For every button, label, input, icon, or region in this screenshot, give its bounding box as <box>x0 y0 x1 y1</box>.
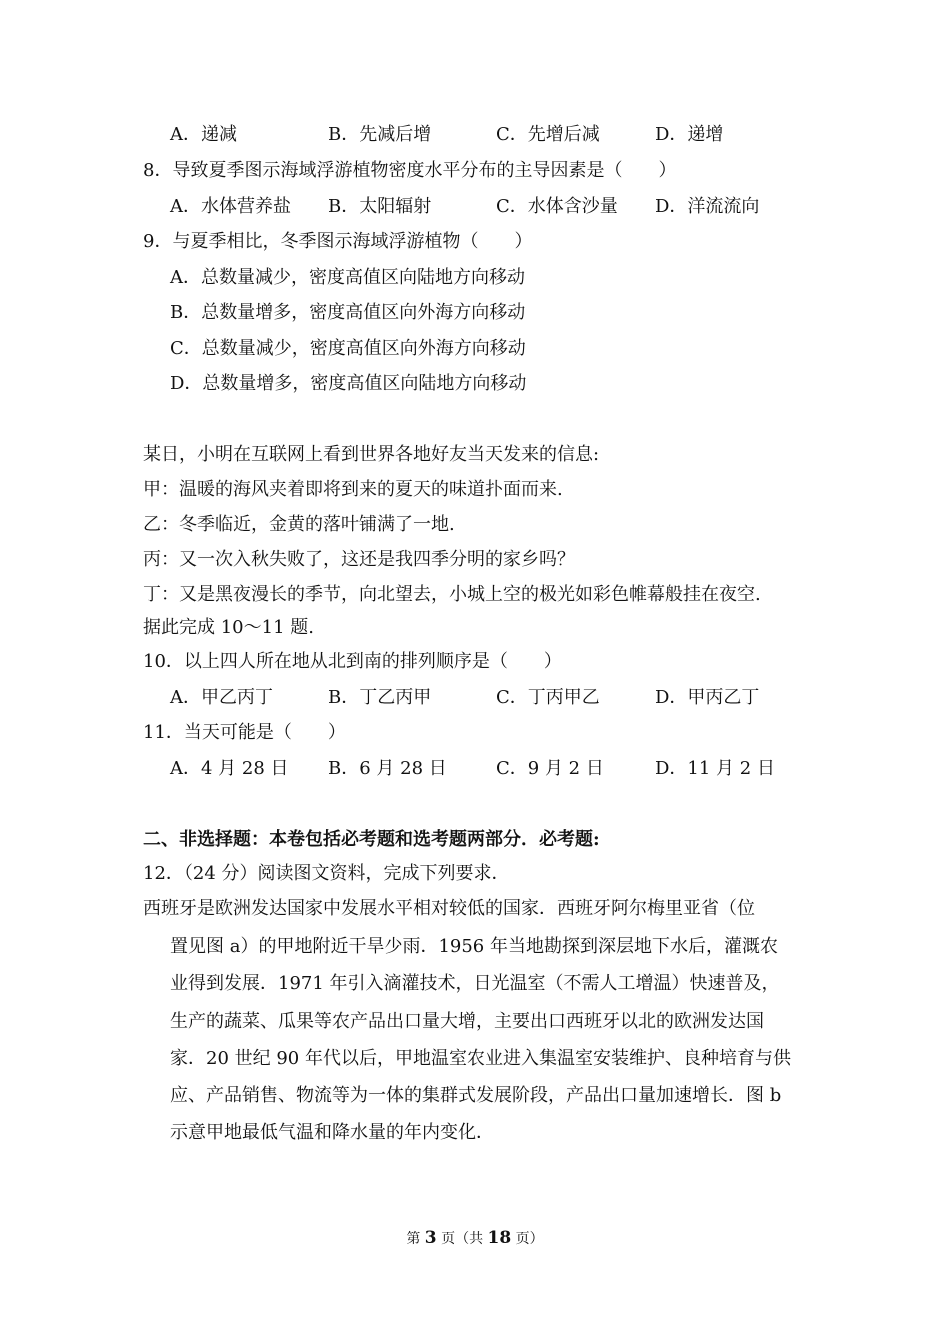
q10-option-a: A．甲乙丙丁 <box>170 687 273 708</box>
q12-stem: 12．（24 分）阅读图文资料，完成下列要求． <box>143 863 510 884</box>
footer-middle: 页（共 <box>441 1231 484 1247</box>
q7-option-b: B．先减后增 <box>328 124 432 145</box>
q11-option-d: D．11 月 2 日 <box>655 758 775 779</box>
section2-heading: 二、非选择题：本卷包括必考题和选考题两部分．必考题: <box>143 829 600 850</box>
q7-option-c: C．先增后减 <box>496 124 600 145</box>
q12-paragraph-line: 西班牙是欧洲发达国家中发展水平相对较低的国家．西班牙阿尔梅里亚省（位 <box>143 898 755 919</box>
q10-option-c: C．丁丙甲乙 <box>496 687 600 708</box>
footer-total-pages: 18 <box>487 1228 512 1248</box>
page-footer <box>0 1227 950 1250</box>
passage-ding: 丁：又是黑夜漫长的季节，向北望去，小城上空的极光如彩色帷幕般挂在夜空. <box>143 584 761 605</box>
q10-option-b: B．丁乙丙甲 <box>328 687 432 708</box>
q11-option-b: B．6 月 28 日 <box>328 758 447 779</box>
q9-option-c: C．总数量减少，密度高值区向外海方向移动 <box>170 338 526 359</box>
footer-page-number: 3 <box>424 1228 437 1248</box>
q8-option-d: D．洋流流向 <box>655 196 760 217</box>
passage-yi: 乙：冬季临近，金黄的落叶铺满了一地. <box>143 514 455 535</box>
passage-jia: 甲：温暖的海风夹着即将到来的夏天的味道扑面而来. <box>143 479 563 500</box>
q11-stem: 11．当天可能是（ ） <box>143 722 346 743</box>
passage-instruction: 据此完成 10～11 题. <box>143 617 314 638</box>
q10-option-d: D．甲丙乙丁 <box>655 687 760 708</box>
q8-option-b: B．太阳辐射 <box>328 196 432 217</box>
q8-stem: 8．导致夏季图示海域浮游植物密度水平分布的主导因素是（ ） <box>143 160 677 181</box>
passage-bing: 丙：又一次入秋失败了，这还是我四季分明的家乡吗？ <box>143 549 575 570</box>
footer-prefix: 第 <box>406 1231 421 1247</box>
q12-paragraph-line: 应、产品销售、物流等为一体的集群式发展阶段，产品出口量加速增长．图 b <box>170 1085 782 1106</box>
q8-option-c: C．水体含沙量 <box>496 196 618 217</box>
q10-stem: 10．以上四人所在地从北到南的排列顺序是（ ） <box>143 651 562 672</box>
q8-option-a: A．水体营养盐 <box>170 196 291 217</box>
q7-option-d: D．递增 <box>655 124 724 145</box>
passage-intro: 某日，小明在互联网上看到世界各地好友当天发来的信息: <box>143 444 600 465</box>
q9-option-b: B．总数量增多，密度高值区向外海方向移动 <box>170 302 526 323</box>
q11-option-c: C．9 月 2 日 <box>496 758 604 779</box>
q9-option-a: A．总数量减少，密度高值区向陆地方向移动 <box>170 267 525 288</box>
q12-paragraph-line: 示意甲地最低气温和降水量的年内变化． <box>170 1122 494 1143</box>
q11-option-a: A．4 月 28 日 <box>170 758 289 779</box>
footer-suffix: 页） <box>515 1231 544 1247</box>
q9-stem: 9．与夏季相比，冬季图示海域浮游植物（ ） <box>143 231 533 252</box>
q7-option-a: A．递减 <box>170 124 237 145</box>
q12-paragraph-line: 家．20 世纪 90 年代以后，甲地温室农业进入集温室安装维护、良种培育与供 <box>170 1048 791 1069</box>
q12-paragraph-line: 生产的蔬菜、瓜果等农产品出口量大增，主要出口西班牙以北的欧洲发达国 <box>170 1011 764 1032</box>
q9-option-d: D．总数量增多，密度高值区向陆地方向移动 <box>170 373 527 394</box>
q12-paragraph-line: 业得到发展．1971 年引入滴灌技术，日光温室（不需人工增温）快速普及， <box>170 973 780 994</box>
q12-paragraph-line: 置见图 a）的甲地附近干旱少雨．1956 年当地勘探到深层地下水后，灌溉农 <box>170 936 778 957</box>
